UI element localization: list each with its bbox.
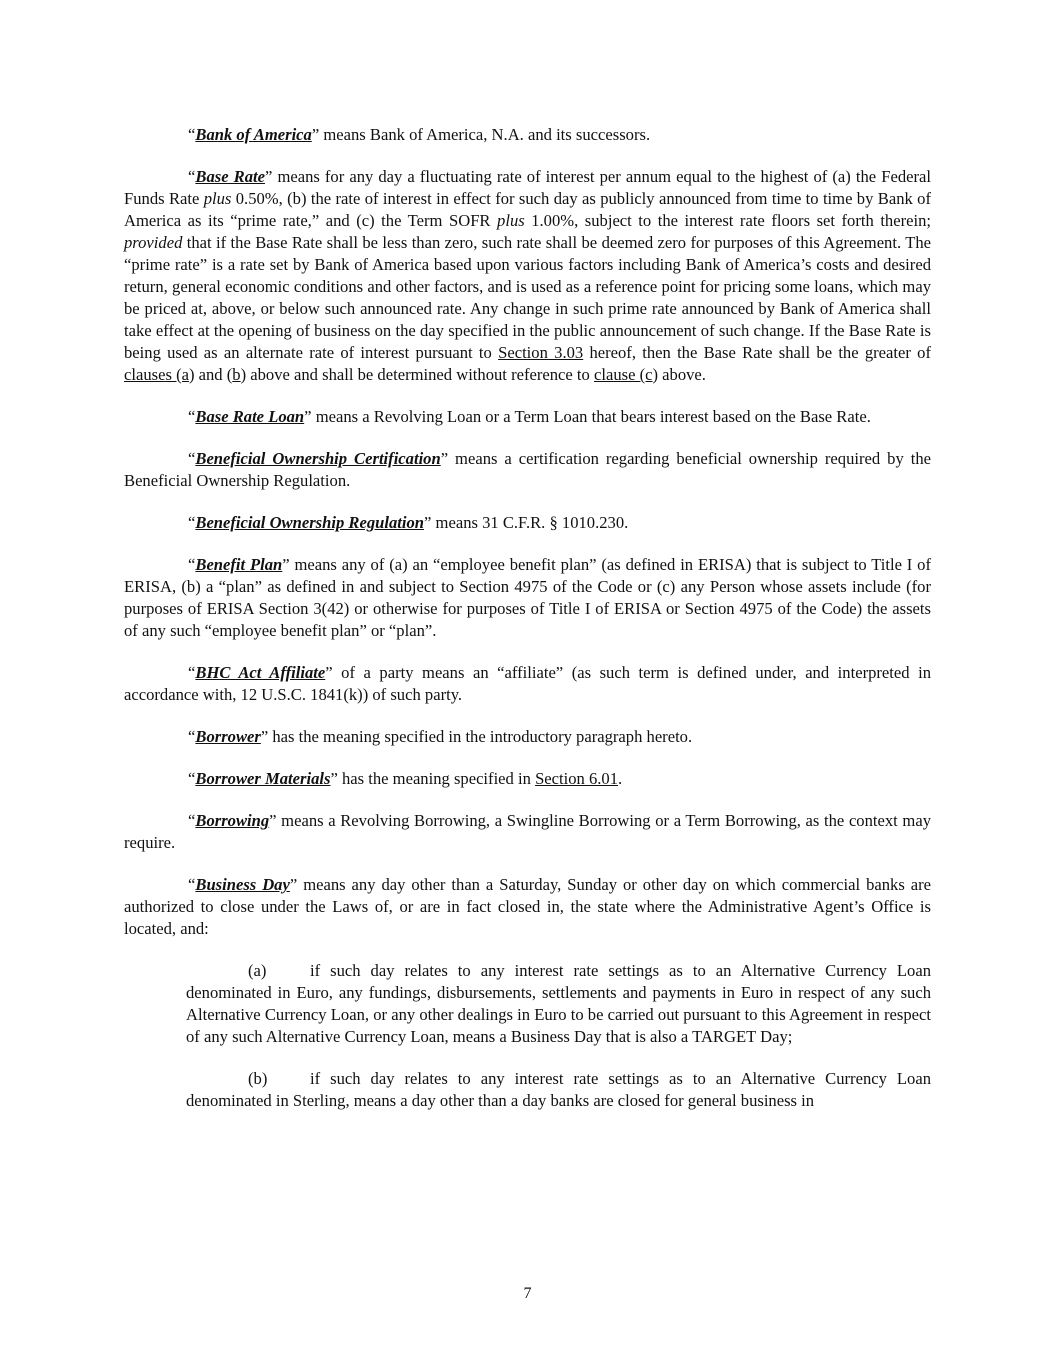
definition-text: means any day other than a Saturday, Sunday or other day on which commercial banks are authorized to close under the Laws of, or are in fact closed in, the state where the Administrative Agent’s Office is located, and:	[124, 875, 931, 938]
definition-business-day: “Business Day” means any day other than a Saturday, Sunday or other day on which commercial banks are authorized to close under the Laws of, or are in fact closed in, the state where the Administrative Agent’s Office is located, and:	[124, 875, 931, 938]
defined-term: Base Rate Loan	[195, 407, 305, 426]
defined-term: Borrowing	[195, 811, 270, 830]
italic-plus: plus	[497, 211, 525, 230]
definition-bank-of-america: “Bank of America” means Bank of America, N.A. and its successors.	[188, 125, 651, 144]
definition-base-rate-loan: “Base Rate Loan” means a Revolving Loan or a Term Loan that bears interest based on the Base Rate.	[188, 407, 871, 426]
definition-text: 0.50%, (b) the rate of interest in effect for such day as publicly announced from time to time by Bank of America as its “prime rate,” and (c) the Term SOFR	[124, 189, 931, 230]
definition-benefit-plan: “Benefit Plan” means any of (a) an “employee benefit plan” (as defined in ERISA) that is subject to Title I of ERISA, (b) a “plan” as defined in and subject to Section 4975 of the Code or (c) any Person whose assets include (for purposes of ERISA Section 3(42) or otherwise for purposes of Title I of ERISA or Section 4975 of the Code) the assets of any such “employee benefit plan” or “plan”.	[124, 555, 931, 640]
page-number: 7	[523, 1285, 532, 1302]
italic-plus: plus	[203, 189, 232, 208]
definition-text: means for any day a fluctuating rate of interest per annum equal to the highest of (a) the Federal Funds Rate	[124, 167, 931, 208]
defined-term: Beneficial Ownership Certification	[195, 449, 441, 468]
definition-text: means 31 C.F.R. § 1010.230.	[431, 513, 629, 532]
definition-borrower-materials: “Borrower Materials” has the meaning specified in Section 6.01.	[188, 769, 623, 788]
defined-term: Borrower	[195, 727, 261, 746]
definition-text: of a party means an “affiliate” (as such term is defined under, and interpreted in accordance with, 12 U.S.C. 1841(k)) of such party.	[124, 663, 931, 704]
defined-term: BHC Act Affiliate	[195, 663, 326, 682]
definition-text: means a Revolving Borrowing, a Swingline Borrowing or a Term Borrowing, as the context may require.	[124, 811, 931, 852]
definition-text: has the meaning specified in	[337, 769, 536, 788]
definition-borrower: “Borrower” has the meaning specified in the introductory paragraph hereto.	[188, 727, 693, 746]
definition-bhc-act-affiliate: “BHC Act Affiliate” of a party means an “affiliate” (as such term is defined under, and interpreted in accordance with, 12 U.S.C. 1841(k)) of such party.	[124, 663, 931, 704]
definition-text: ) and (	[188, 365, 233, 384]
defined-term: Bank of America	[195, 125, 312, 144]
clause-reference: clauses (a	[124, 365, 189, 384]
clause-reference: b	[232, 365, 241, 384]
definition-borrowing: “Borrowing” means a Revolving Borrowing, a Swingline Borrowing or a Term Borrowing, as the context may require.	[124, 811, 931, 852]
definition-text: hereof, then the Base Rate shall be the greater of	[583, 343, 931, 362]
italic-provided: provided	[124, 233, 183, 252]
definition-beneficial-ownership-certification: “Beneficial Ownership Certification” means a certification regarding beneficial ownership required by the Beneficial Ownership Regulation.	[124, 449, 931, 490]
definition-text: means Bank of America, N.A. and its successors.	[319, 125, 651, 144]
defined-term: Borrower Materials	[195, 769, 331, 788]
clause-text: if such day relates to any interest rate settings as to an Alternative Currency Loan denominated in Euro, any fundings, disbursements, settlements and payments in Euro in respect of any such Alternative Currency Loan, or any other dealings in Euro to be carried out pursuant to this Agreement in respect of any such Alternative Currency Loan, means a Business Day that is also a TARGET Day;	[186, 961, 931, 1046]
definition-text: ) above and shall be determined without reference to	[240, 365, 594, 384]
definition-text: ) above.	[652, 365, 706, 384]
definition-text: has the meaning specified in the introductory paragraph hereto.	[268, 727, 693, 746]
definition-text: means a certification regarding beneficial ownership required by the Beneficial Ownership Regulation.	[124, 449, 931, 490]
section-reference: Section 6.01	[535, 769, 619, 788]
clause-text: if such day relates to any interest rate settings as to an Alternative Currency Loan denominated in Sterling, means a day other than a day banks are closed for general business in	[186, 1069, 931, 1110]
business-day-clause-b	[186, 1068, 931, 1112]
definitions-section	[124, 124, 931, 1132]
defined-term: Beneficial Ownership Regulation	[195, 513, 425, 532]
defined-term: Business Day	[195, 875, 290, 894]
definition-base-rate: “Base Rate” means for any day a fluctuating rate of interest per annum equal to the highest of (a) the Federal Funds Rate plus 0.50%, (b) the rate of interest in effect for such day as publicly announced from time to time by Bank of America as its “prime rate,” and (c) the Term SOFR plus 1.00%, subject to the interest rate floors set forth therein; provided that if the Base Rate shall be less than zero, such rate shall be deemed zero for purposes of this Agreement. The “prime rate” is a rate set by Bank of America based upon various factors including Bank of America’s costs and desired return, general economic conditions and other factors, and is used as a reference point for pricing some loans, which may be priced at, above, or below such announced rate. Any change in such prime rate announced by Bank of America shall take effect at the opening of business on the day specified in the public announcement of such change. If the Base Rate is being used as an alternate rate of interest pursuant to Section 3.03 hereof, then the Base Rate shall be the greater of clauses (a) and (b) above and shall be determined without reference to clause (c) above.	[124, 167, 931, 384]
clause-label: (a)	[248, 961, 267, 980]
defined-term: Base Rate	[195, 167, 265, 186]
definition-text: means a Revolving Loan or a Term Loan that bears interest based on the Base Rate.	[311, 407, 871, 426]
clause-label: (b)	[248, 1069, 268, 1088]
defined-term: Benefit Plan	[195, 555, 283, 574]
definition-text: means any of (a) an “employee benefit plan” (as defined in ERISA) that is subject to Title I of ERISA, (b) a “plan” as defined in and subject to Section 4975 of the Code or (c) any Person whose assets include (for purposes of ERISA Section 3(42) or otherwise for purposes of Title I of ERISA or Section 4975 of the Code) the assets of any such “employee benefit plan” or “plan”.	[124, 555, 931, 640]
definition-beneficial-ownership-regulation: “Beneficial Ownership Regulation” means 31 C.F.R. § 1010.230.	[188, 513, 629, 532]
business-day-clause-a	[186, 960, 931, 1048]
definition-text: that if the Base Rate shall be less than zero, such rate shall be deemed zero for purposes of this Agreement. The “prime rate” is a rate set by Bank of America based upon various factors including Bank of America’s costs and desired return, general economic conditions and other factors, and is used as a reference point for pricing some loans, which may be priced at, above, or below such announced rate. Any change in such prime rate announced by Bank of America shall take effect at the opening of business on the day specified in the public announcement of such change. If the Base Rate is being used as an alternate rate of interest pursuant to	[124, 233, 931, 362]
definition-text: .	[618, 769, 623, 788]
clause-reference: clause (c	[593, 365, 653, 384]
section-reference: Section 3.03	[498, 343, 584, 362]
definition-text: 1.00%, subject to the interest rate floors set forth therein;	[524, 211, 931, 230]
